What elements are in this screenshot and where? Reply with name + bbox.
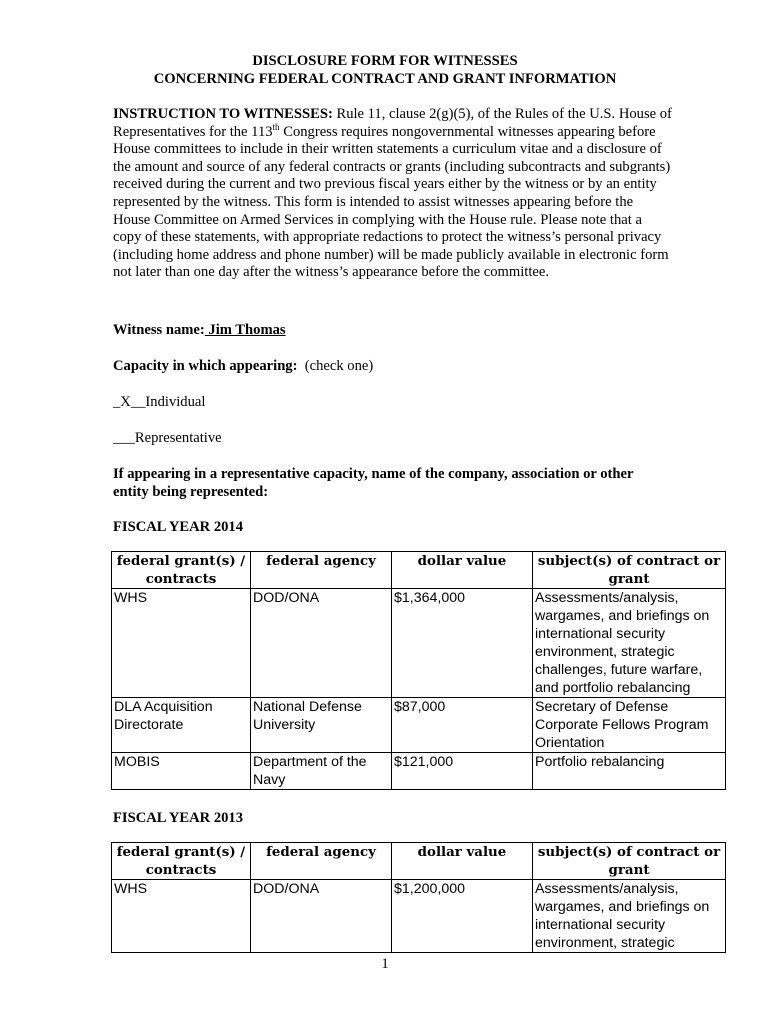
- instructions-paragraph: [113, 106, 673, 282]
- fy2013-table: [111, 842, 726, 953]
- column-header: subject(s) of contract or grant: [533, 843, 726, 880]
- fy2014-table: [111, 551, 726, 790]
- table-cell: DLA Acquisition Directorate: [112, 698, 251, 753]
- table-cell: MOBIS: [112, 753, 251, 790]
- entity-prompt-line2: entity being represented:: [113, 484, 269, 500]
- column-header: subject(s) of contract or grant: [533, 552, 726, 589]
- instructions-text-1: Rule 11, clause 2(g)(5), of the Rules of the U.S. House of Representatives for the 113: [113, 106, 672, 140]
- capacity-individual-option: _X__Individual: [113, 394, 206, 410]
- instructions-label: INSTRUCTION TO WITNESSES:: [113, 106, 333, 122]
- column-header: federal grant(s) / contracts: [112, 843, 251, 880]
- capacity-hint: (check one): [297, 358, 374, 374]
- instructions-superscript: th: [272, 121, 280, 132]
- column-header: federal agency: [251, 552, 392, 589]
- table-cell: DOD/ONA: [251, 589, 392, 698]
- table-cell: $1,364,000: [392, 589, 533, 698]
- page-number: 1: [381, 956, 389, 972]
- entity-prompt-line1: If appearing in a representative capacity, name of the company, association or other: [113, 466, 634, 482]
- table-cell: $121,000: [392, 753, 533, 790]
- witness-name-label: Witness name:: [113, 322, 205, 338]
- table-cell: WHS: [112, 880, 251, 953]
- table-cell: Assessments/analysis, wargames, and briefings on international security environment, strategic challenges, future warfare, and portfolio rebalancing: [533, 589, 726, 698]
- table-cell: $1,200,000: [392, 880, 533, 953]
- column-header: federal grant(s) / contracts: [112, 552, 251, 589]
- table-cell: Assessments/analysis, wargames, and briefings on international security environment, strategic: [533, 880, 726, 953]
- capacity-representative-option: ___Representative: [113, 430, 222, 446]
- table-cell: WHS: [112, 589, 251, 698]
- form-title-line2: CONCERNING FEDERAL CONTRACT AND GRANT INFORMATION: [153, 71, 617, 87]
- capacity-label: Capacity in which appearing:: [113, 358, 298, 374]
- column-header: dollar value: [392, 552, 533, 589]
- table-cell: National Defense University: [251, 698, 392, 753]
- column-header: dollar value: [392, 843, 533, 880]
- form-title-line1: DISCLOSURE FORM FOR WITNESSES: [252, 53, 518, 69]
- witness-name-value: Jim Thomas: [204, 322, 286, 338]
- table-row: [112, 753, 726, 790]
- table-cell: Department of the Navy: [251, 753, 392, 790]
- fy2014-heading: FISCAL YEAR 2014: [113, 519, 244, 535]
- witness-name-line: [113, 321, 286, 339]
- table-cell: Portfolio rebalancing: [533, 753, 726, 790]
- table-cell: Secretary of Defense Corporate Fellows Program Orientation: [533, 698, 726, 753]
- column-header: federal agency: [251, 843, 392, 880]
- instructions-text-2: Congress requires nongovernmental witnesses appearing before House committees to include in their written statements a curriculum vitae and a disclosure of the amount and source of any federal contracts or grants (including subcontracts and subgrants) received during the current and two previous fiscal years either by the witness or by an entity represented by the witness. This form is intended to assist witnesses appearing before the House Committee on Armed Services in complying with the House rule. Please note that a copy of these statements, with appropriate redactions to protect the witness’s personal privacy (including home address and phone number) will be made publicly available in electronic form not later than one day after the witness’s appearance before the committee.: [113, 123, 671, 281]
- table-row: [112, 880, 726, 953]
- capacity-line: [113, 357, 373, 375]
- table-header-row: [112, 552, 726, 589]
- table-cell: $87,000: [392, 698, 533, 753]
- table-row: [112, 698, 726, 753]
- table-row: [112, 589, 726, 698]
- table-cell: DOD/ONA: [251, 880, 392, 953]
- table-header-row: [112, 843, 726, 880]
- fy2013-heading: FISCAL YEAR 2013: [113, 810, 244, 826]
